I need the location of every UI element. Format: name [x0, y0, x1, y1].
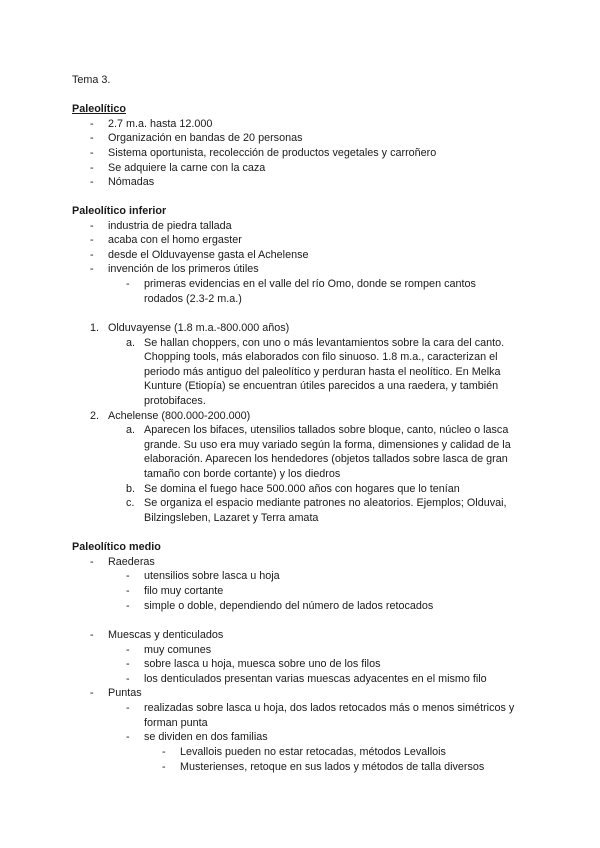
list-item: Sistema oportunista, recolección de productos vegetales y carroñero: [108, 147, 437, 159]
list-item-raederas: Raederas: [108, 556, 155, 568]
bullet-dash: -: [90, 118, 94, 130]
paragraph-line: Chopping tools, más elaborados con filo sinuoso. 1.8 m.a., caracterizan el: [144, 351, 498, 363]
paragraph-line: tamaño con borde cortante) y los diedros: [144, 468, 341, 480]
lettered-marker: a.: [126, 424, 136, 436]
bullet-dash: -: [90, 234, 94, 246]
list-item-puntas: Puntas: [108, 687, 142, 699]
bullet-dash: -: [162, 746, 166, 758]
lettered-marker: b.: [126, 483, 136, 495]
paragraph-line: protobifaces.: [144, 395, 206, 407]
paragraph-line: periodo más antiguo del paleolítico y perduran hasta el neolítico. En Melka: [144, 366, 501, 378]
bullet-dash: -: [126, 702, 130, 714]
sub-list-item: se dividen en dos familias: [144, 731, 268, 743]
bullet-dash: -: [126, 600, 130, 612]
section-heading-paleolitico-medio: Paleolítico medio: [72, 541, 161, 553]
sub-list-item: primeras evidencias en el valle del río Omo, donde se rompen cantos: [144, 278, 476, 290]
section-heading-paleolitico: Paleolítico: [72, 103, 127, 115]
list-item: invención de los primeros útiles: [108, 263, 259, 275]
sub-list-item: simple o doble, dependiendo del número de lados retocados: [144, 600, 434, 612]
bullet-dash: -: [162, 761, 166, 773]
bullet-dash: -: [126, 658, 130, 670]
sub-list-item-continued: forman punta: [144, 717, 208, 729]
sub-list-item: realizadas sobre lasca u hoja, dos lados retocados más o menos simétricos y: [144, 702, 515, 714]
bullet-dash: -: [90, 147, 94, 159]
section-heading-paleolitico-inferior: Paleolítico inferior: [72, 205, 167, 217]
bullet-dash: -: [90, 263, 94, 275]
bullet-dash: -: [126, 673, 130, 685]
sub-sub-list-item: Musterienses, retoque en sus lados y métodos de talla diversos: [180, 761, 485, 773]
bullet-dash: -: [126, 644, 130, 656]
numbered-item-achelense: Achelense (800.000-200.000): [108, 410, 251, 422]
paragraph-line: Kunture (Etiopía) se encuentran útiles parecidos a una raedera, y también: [144, 380, 499, 392]
bullet-dash: -: [126, 570, 130, 582]
bullet-dash: -: [90, 556, 94, 568]
list-item: Se adquiere la carne con la caza: [108, 162, 266, 174]
bullet-dash: -: [126, 278, 130, 290]
paragraph-line: Bilzingsleben, Lazaret y Terra amata: [144, 512, 319, 524]
bullet-dash: -: [90, 176, 94, 188]
list-item: industria de piedra tallada: [108, 220, 232, 232]
document-title: Tema 3.: [72, 74, 111, 86]
sub-list-item: sobre lasca u hoja, muesca sobre uno de los filos: [144, 658, 381, 670]
lettered-marker: c.: [126, 497, 135, 509]
lettered-marker: a.: [126, 337, 136, 349]
paragraph-line: Se organiza el espacio mediante patrones no aleatorios. Ejemplos; Olduvai,: [144, 497, 507, 509]
bullet-dash: -: [90, 220, 94, 232]
bullet-dash: -: [90, 162, 94, 174]
numbered-item-olduvayense: Olduvayense (1.8 m.a.-800.000 años): [108, 322, 290, 334]
list-item: acaba con el homo ergaster: [108, 234, 242, 246]
paragraph-line: Aparecen los bifaces, utensilios tallados sobre bloque, canto, núcleo o lasca: [144, 424, 509, 436]
list-item: desde el Olduvayense gasta el Achelense: [108, 249, 309, 261]
sub-sub-list-item: Levallois pueden no estar retocadas, métodos Levallois: [180, 746, 446, 758]
numbered-marker: 1.: [90, 322, 100, 334]
sub-list-item-continued: rodados (2.3-2 m.a.): [144, 293, 242, 305]
bullet-dash: -: [90, 132, 94, 144]
bullet-dash: -: [90, 249, 94, 261]
sub-list-item: filo muy cortante: [144, 585, 224, 597]
paragraph-line: elaboración. Aparecen los hendedores (objetos tallados sobre lasca de gran: [144, 453, 508, 465]
paragraph-line: Se hallan choppers, con uno o más levantamientos sobre la cara del canto.: [144, 337, 505, 349]
paragraph-line: grande. Su uso era muy variado según la forma, dimensiones y calidad de la: [144, 439, 511, 451]
list-item: 2.7 m.a. hasta 12.000: [108, 118, 213, 130]
bullet-dash: -: [126, 585, 130, 597]
sub-list-item: los denticulados presentan varias muescas adyacentes en el mismo filo: [144, 673, 487, 685]
sub-list-item: utensilios sobre lasca u hoja: [144, 570, 280, 582]
bullet-dash: -: [126, 731, 130, 743]
paragraph-line: Se domina el fuego hace 500.000 años con hogares que lo tenían: [144, 483, 460, 495]
list-item: Nómadas: [108, 176, 155, 188]
numbered-marker: 2.: [90, 410, 100, 422]
list-item: Organización en bandas de 20 personas: [108, 132, 303, 144]
sub-list-item: muy comunes: [144, 644, 212, 656]
bullet-dash: -: [90, 629, 94, 641]
bullet-dash: -: [90, 687, 94, 699]
list-item-muescas: Muescas y denticulados: [108, 629, 224, 641]
